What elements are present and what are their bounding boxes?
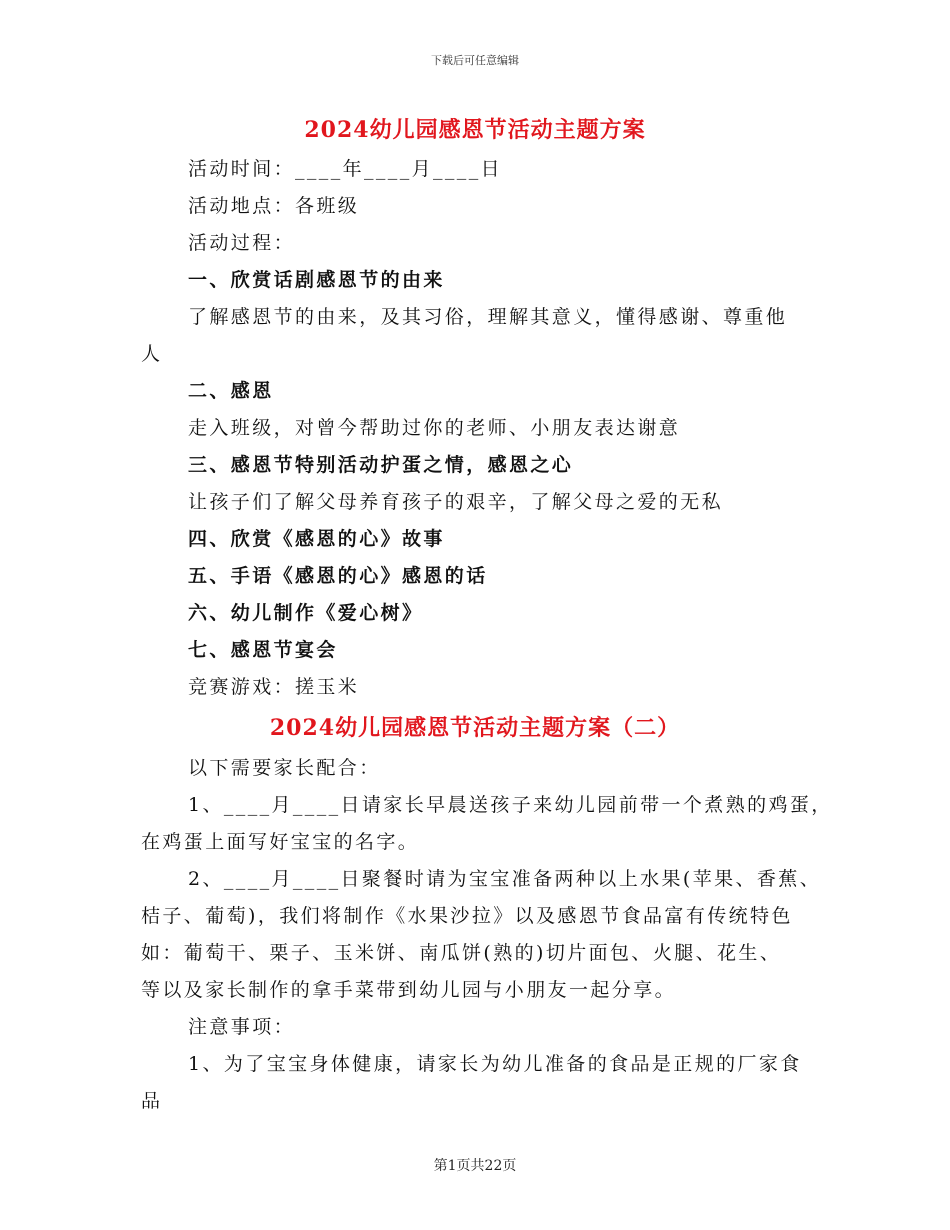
note-1a: 1、为了宝宝身体健康，请家长为幼儿准备的食品是正规的厂家食 [188,1053,802,1075]
header-note: 下载后可任意编辑 [431,54,519,67]
section-text-1b: 人 [141,343,163,365]
section-heading-2: 二、感恩 [188,380,274,402]
paragraph-2b: 桔子、葡萄)，我们将制作《水果沙拉》以及感恩节食品富有传统特色 [141,905,793,927]
paragraph-2d: 等以及家长制作的拿手菜带到幼儿园与小朋友一起分享。 [141,979,677,1001]
section-heading-4: 四、欣赏《感恩的心》故事 [188,528,445,550]
paragraph-1b: 在鸡蛋上面写好宝宝的名字。 [141,831,420,853]
document-subtitle: 2024幼儿园感恩节活动主题方案（二） [269,715,681,741]
paragraph-2a: 2、____月____日聚餐时请为宝宝准备两种以上水果(苹果、香蕉、 [188,868,822,890]
section-heading-1: 一、欣赏话剧感恩节的由来 [188,269,445,291]
note-1b: 品 [141,1090,163,1112]
section-heading-5: 五、手语《感恩的心》感恩的话 [188,565,488,587]
section-heading-6: 六、幼儿制作《爱心树》 [188,602,424,624]
notes-title: 注意事项： [188,1016,296,1038]
section-heading-3: 三、感恩节特别活动护蛋之情，感恩之心 [188,454,574,476]
page-footer: 第1页共22页 [433,1158,517,1174]
paragraph-2c: 如：葡萄干、栗子、玉米饼、南瓜饼(熟的)切片面包、火腿、花生、 [141,942,782,964]
document-title: 2024幼儿园感恩节活动主题方案 [304,117,646,143]
section-text-3: 让孩子们了解父母养育孩子的艰辛，了解父母之爱的无私 [188,491,724,513]
section-text-1a: 了解感恩节的由来，及其习俗，理解其意义，懂得感谢、尊重他 [188,306,788,328]
section-text-2: 走入班级，对曾今帮助过你的老师、小朋友表达谢意 [188,417,681,439]
paragraph-1a: 1、____月____日请家长早晨送孩子来幼儿园前带一个煮熟的鸡蛋， [188,794,833,816]
activity-time: 活动时间：____年____月____日 [188,158,503,180]
game-line: 竞赛游戏：搓玉米 [188,676,360,698]
parents-intro: 以下需要家长配合： [188,757,381,779]
activity-process-label: 活动过程： [188,232,296,254]
section-heading-7: 七、感恩节宴会 [188,639,338,661]
activity-place: 活动地点：各班级 [188,195,360,217]
